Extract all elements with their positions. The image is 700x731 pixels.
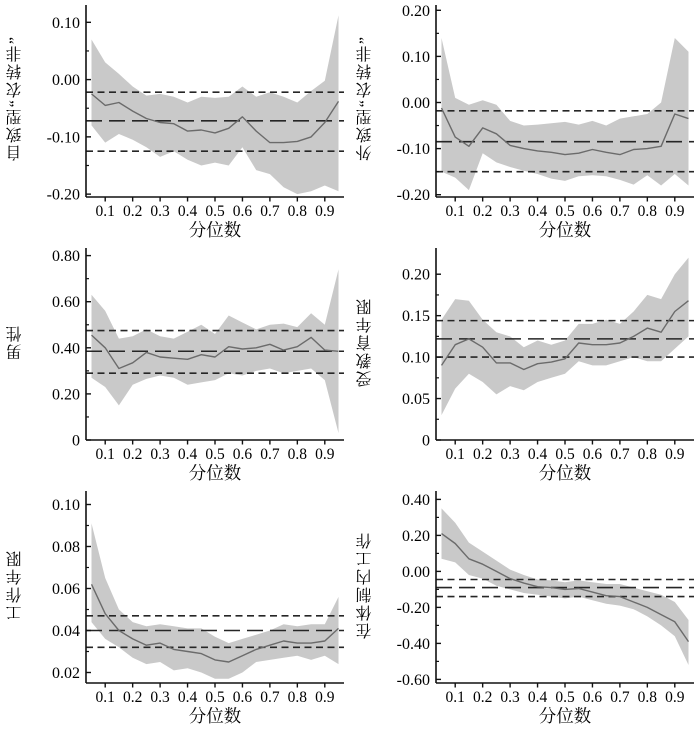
quantile-plot — [380, 0, 700, 243]
x-tick-label: 0.1 — [445, 446, 465, 463]
quantile-plot — [30, 486, 350, 729]
y-tick-label: -0.20 — [396, 187, 430, 205]
y-tick-label: 0.20 — [52, 386, 80, 404]
y-tick-label: 0.00 — [402, 95, 430, 112]
y-tick-label: 0.10 — [402, 48, 430, 66]
y-tick-label: 0.10 — [402, 349, 430, 367]
x-tick-label: 0.5 — [205, 446, 225, 463]
y-tick-label: -0.10 — [396, 141, 430, 159]
panel-self-induced-hukou-conversion — [0, 0, 350, 243]
y-tick-label: 0.06 — [52, 581, 80, 598]
y-axis-title: 在体制内工作 — [356, 530, 374, 639]
x-tick-label: 0.9 — [665, 203, 685, 220]
x-axis-title: 分位数 — [188, 220, 242, 240]
x-tick-label: 0.1 — [95, 446, 115, 463]
x-tick-label: 0.6 — [582, 689, 603, 706]
x-tick-label: 0.6 — [582, 203, 603, 220]
x-tick-label: 0.2 — [122, 446, 143, 463]
x-tick-label: 0.5 — [205, 689, 225, 706]
y-tick-label: -0.20 — [46, 186, 80, 204]
x-tick-label: 0.9 — [315, 203, 335, 220]
panel-male — [0, 243, 350, 486]
x-axis-title: 分位数 — [188, 463, 242, 483]
confidence-band — [442, 38, 689, 190]
y-tick-label: 0.08 — [52, 539, 80, 556]
x-tick-label: 0.6 — [232, 446, 253, 463]
x-tick-label: 0.7 — [610, 446, 630, 463]
y-tick-label: 0.05 — [402, 391, 430, 409]
x-tick-label: 0.4 — [527, 446, 548, 463]
quantile-plot — [380, 243, 700, 486]
x-tick-label: 0.6 — [232, 689, 253, 706]
x-tick-label: 0.5 — [555, 203, 575, 220]
quantile-plot — [30, 243, 350, 486]
confidence-band — [92, 15, 339, 194]
y-tick-label: 0.20 — [402, 527, 430, 545]
panel-years-of-education — [350, 243, 700, 486]
confidence-band — [442, 508, 689, 665]
x-tick-label: 0.5 — [555, 446, 575, 463]
y-tick-label: -0.40 — [396, 635, 430, 653]
x-tick-label: 0.8 — [637, 689, 658, 706]
x-tick-label: 0.8 — [637, 203, 658, 220]
x-tick-label: 0.7 — [610, 689, 630, 706]
x-tick-label: 0.4 — [527, 203, 548, 220]
x-tick-label: 0.2 — [472, 446, 493, 463]
x-tick-label: 0.8 — [637, 446, 658, 463]
x-tick-label: 0.2 — [122, 203, 143, 220]
x-tick-label: 0.7 — [260, 446, 280, 463]
x-tick-label: 0.2 — [472, 203, 493, 220]
x-tick-label: 0.9 — [315, 689, 335, 706]
y-tick-label: 0.20 — [402, 2, 430, 20]
x-tick-label: 0.1 — [95, 203, 115, 220]
x-tick-label: 0.9 — [315, 446, 335, 463]
y-axis-title: 自致型“农转非” — [6, 35, 24, 162]
x-axis-title: 分位数 — [188, 706, 242, 726]
x-tick-label: 0.2 — [472, 689, 493, 706]
x-tick-label: 0.3 — [150, 203, 170, 220]
x-tick-label: 0.7 — [610, 203, 630, 220]
y-tick-label: 0.40 — [52, 340, 80, 358]
x-axis-title: 分位数 — [538, 220, 592, 240]
x-tick-label: 0.3 — [500, 689, 520, 706]
y-tick-label: 0.02 — [52, 665, 80, 682]
y-axis-title: 男性 — [6, 323, 24, 360]
y-axis-title: 外致型“农转非” — [356, 35, 374, 162]
y-tick-label: -0.10 — [46, 129, 80, 147]
x-tick-label: 0.1 — [95, 689, 115, 706]
y-tick-label: -0.20 — [396, 599, 430, 617]
confidence-band — [442, 258, 689, 416]
x-axis-title: 分位数 — [538, 706, 592, 726]
x-tick-label: 0.7 — [260, 203, 280, 220]
y-tick-label: 0 — [422, 432, 430, 450]
x-tick-label: 0.3 — [150, 446, 170, 463]
x-tick-label: 0.3 — [150, 689, 170, 706]
x-tick-label: 0.4 — [177, 446, 198, 463]
x-tick-label: 0.8 — [287, 689, 308, 706]
panel-externally-induced-hukou-conversion — [350, 0, 700, 243]
y-tick-label: 0.04 — [52, 623, 80, 640]
y-axis-title: 工作年限 — [6, 548, 24, 621]
y-tick-label: 0.60 — [52, 294, 80, 312]
y-tick-label: 0.10 — [52, 14, 80, 32]
x-tick-label: 0.9 — [665, 689, 685, 706]
x-tick-label: 0.3 — [500, 446, 520, 463]
quantile-plot — [30, 0, 350, 243]
x-tick-label: 0.1 — [445, 689, 465, 706]
y-tick-label: 0 — [72, 432, 80, 450]
x-tick-label: 0.4 — [177, 689, 198, 706]
x-tick-label: 0.4 — [527, 689, 548, 706]
x-tick-label: 0.6 — [232, 203, 253, 220]
x-tick-label: 0.4 — [177, 203, 198, 220]
y-axis-title: 受教育年限 — [356, 296, 374, 387]
y-tick-label: 0.40 — [402, 491, 430, 509]
y-tick-label: -0.60 — [396, 671, 430, 689]
panel-years-of-work — [0, 486, 350, 731]
y-tick-label: 0.20 — [402, 266, 430, 284]
x-tick-label: 0.8 — [287, 446, 308, 463]
confidence-band — [92, 523, 339, 678]
x-axis-title: 分位数 — [538, 463, 592, 483]
y-tick-label: 0.80 — [52, 248, 80, 266]
panel-work-within-system — [350, 486, 700, 731]
x-tick-label: 0.9 — [665, 446, 685, 463]
y-tick-label: 0.10 — [52, 497, 80, 514]
y-tick-label: 0.00 — [52, 72, 80, 90]
x-tick-label: 0.7 — [260, 689, 280, 706]
x-tick-label: 0.1 — [445, 203, 465, 220]
x-tick-label: 0.8 — [287, 203, 308, 220]
x-tick-label: 0.5 — [205, 203, 225, 220]
y-tick-label: 0.15 — [402, 308, 430, 326]
x-tick-label: 0.3 — [500, 203, 520, 220]
y-tick-label: 0.00 — [402, 563, 430, 581]
x-tick-label: 0.5 — [555, 689, 575, 706]
quantile-plot — [380, 486, 700, 729]
x-tick-label: 0.6 — [582, 446, 603, 463]
x-tick-label: 0.2 — [122, 689, 143, 706]
